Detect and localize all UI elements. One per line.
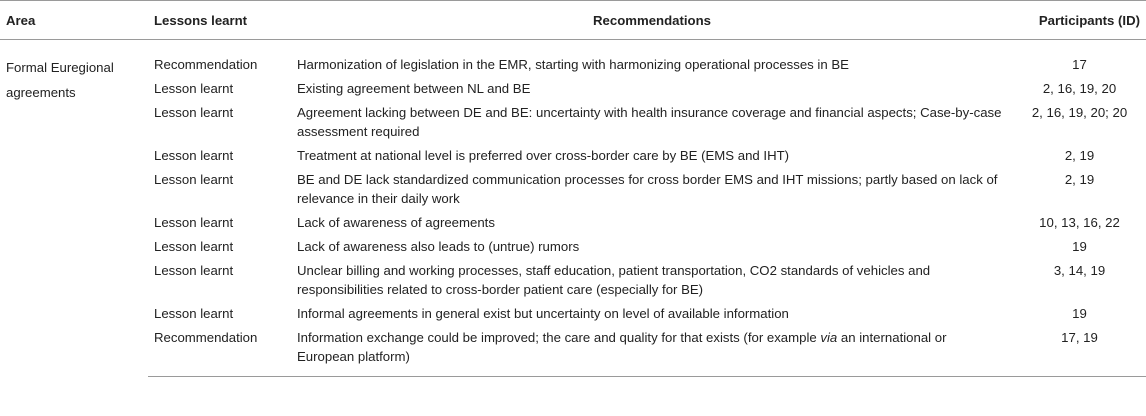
recommendation-cell: [291, 326, 1013, 377]
type-cell: Lesson learnt: [154, 239, 234, 254]
recommendation-text: Unclear billing and working processes, staff education, patient transportation, CO2 standards of vehicles and responsibilities related to cross-border patient care (especially for BE): [297, 263, 931, 297]
table-row: [0, 144, 1146, 168]
header-participants: Participants (ID): [1013, 1, 1146, 40]
table-row: [0, 326, 1146, 377]
table-body: [0, 40, 1146, 377]
table-row: [0, 40, 1146, 78]
recommendation-cell: [291, 101, 1013, 144]
type-cell: Lesson learnt: [154, 172, 234, 187]
type-cell: Lesson learnt: [154, 105, 234, 120]
recommendation-cell: [291, 77, 1013, 101]
table-row: [0, 168, 1146, 211]
header-area: Area: [0, 1, 148, 40]
table-row: [0, 101, 1146, 144]
recommendation-cell: [291, 40, 1013, 78]
recommendation-text: Agreement lacking between DE and BE: uncertainty with health insurance coverage and financial aspects; Case-by-case assessment required: [297, 105, 1002, 139]
recommendation-text: Lack of awareness of agreements: [297, 215, 495, 230]
type-cell: Lesson learnt: [154, 263, 234, 278]
type-cell: Lesson learnt: [154, 81, 234, 96]
recommendation-text: Harmonization of legislation in the EMR, starting with harmonizing operational processes in BE: [297, 57, 849, 72]
table-row: [0, 77, 1146, 101]
header-lessons: Lessons learnt: [148, 1, 291, 40]
recommendation-text: Existing agreement between NL and BE: [297, 81, 531, 96]
table-header: [0, 1, 1146, 40]
header-recommendations: Recommendations: [291, 1, 1013, 40]
participants-cell: 2, 16, 19, 20: [1042, 81, 1117, 96]
recommendation-text: BE and DE lack standardized communication processes for cross border EMS and IHT missions; partly based on lack of relevance in their daily work: [297, 172, 998, 206]
participants-cell: 19: [1072, 239, 1087, 254]
participants-cell: 2, 19: [1064, 148, 1095, 163]
participants-cell: 19: [1072, 306, 1087, 321]
recommendation-cell: [291, 259, 1013, 302]
table-row: [0, 211, 1146, 235]
type-cell: Lesson learnt: [154, 148, 234, 163]
participants-cell: 2, 19: [1064, 172, 1095, 187]
participants-cell: 17: [1072, 57, 1087, 72]
recommendation-cell: [291, 235, 1013, 259]
participants-cell: 17, 19: [1013, 326, 1146, 377]
recommendation-text-cont: an international or European platform): [297, 330, 947, 364]
recommendation-cell: [291, 211, 1013, 235]
recommendation-text: Informal agreements in general exist but uncertainty on level of available information: [297, 306, 789, 321]
type-cell: Lesson learnt: [154, 306, 234, 321]
recommendation-text: Treatment at national level is preferred over cross-border care by BE (EMS and IHT): [297, 148, 790, 163]
participants-cell: 10, 13, 16, 22: [1039, 215, 1120, 230]
recommendation-italic-text: via: [820, 330, 838, 345]
recommendation-text: Information exchange could be improved; the care and quality for that exists (for example: [297, 330, 821, 345]
participants-cell: 2, 16, 19, 20; 20: [1031, 105, 1128, 120]
type-cell: Lesson learnt: [154, 215, 234, 230]
table-row: [0, 235, 1146, 259]
recommendation-cell: [291, 302, 1013, 326]
recommendation-cell: [291, 168, 1013, 211]
table-row: [0, 259, 1146, 302]
table-row: [0, 302, 1146, 326]
recommendation-cell: [291, 144, 1013, 168]
area-cell: Formal Euregional agreements: [6, 60, 114, 100]
participants-cell: 3, 14, 19: [1053, 263, 1106, 278]
type-cell: Recommendation: [154, 57, 258, 72]
recommendation-text: Lack of awareness also leads to (untrue) rumors: [297, 239, 580, 254]
type-cell: Recommendation: [148, 326, 291, 377]
